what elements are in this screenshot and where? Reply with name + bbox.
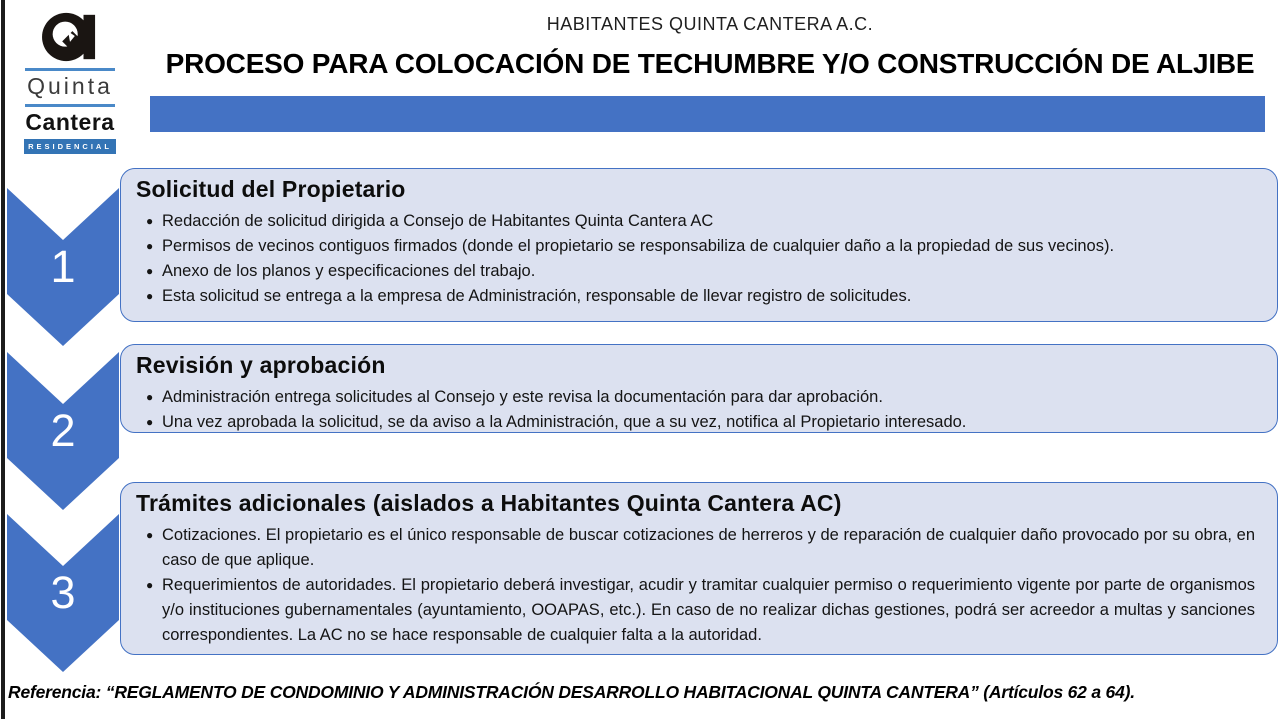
organization-name: HABITANTES QUINTA CANTERA A.C. xyxy=(546,14,874,34)
step-1-chevron xyxy=(7,188,119,346)
step-3-title: Trámites adicionales (aislados a Habitantes Quinta Cantera AC) xyxy=(136,490,842,516)
bullet-dot: ● xyxy=(146,264,154,278)
step-1-bullets xyxy=(136,209,1259,309)
step-bullet: ● Permisos de vecinos contiguos firmados (donde el propietario se responsabiliza de cualquier daño a la propiedad de sus vecinos). xyxy=(146,234,1255,259)
step-bullet: ● Esta solicitud se entrega a la empresa de Administración, responsable de llevar registro de solicitudes. xyxy=(146,284,1255,309)
step-3-bullets xyxy=(136,523,1259,648)
quinta-cantera-logo-icon xyxy=(41,10,99,64)
step-1-box xyxy=(120,168,1278,322)
logo-word-cantera: Cantera xyxy=(25,109,115,135)
title-accent-bar xyxy=(150,96,1265,132)
reference-note: Referencia: “REGLAMENTO DE CONDOMINIO Y ADMINISTRACIÓN DESARROLLO HABITACIONAL QUINTA CANTERA” (Artículos 62 a 64). xyxy=(8,682,1135,702)
step-2-chevron xyxy=(7,352,119,510)
page-left-border xyxy=(1,0,5,719)
bullet-dot: ● xyxy=(146,239,154,253)
step-bullet: ● Administración entrega solicitudes al Consejo y este revisa la documentación para dar aprobación. xyxy=(146,385,1255,410)
bullet-dot: ● xyxy=(146,214,154,228)
bullet-dot: ● xyxy=(146,289,154,303)
page-title: PROCESO PARA COLOCACIÓN DE TECHUMBRE Y/O CONSTRUCCIÓN DE ALJIBE xyxy=(165,48,1255,79)
step-3-chevron xyxy=(7,514,119,672)
bullet-dot: ● xyxy=(146,415,154,429)
logo-residencial-badge: RESIDENCIAL xyxy=(24,139,116,154)
step-3-number: 3 xyxy=(50,567,76,618)
logo-divider-bottom xyxy=(25,104,115,107)
logo-divider-top xyxy=(25,68,115,71)
step-2-title: Revisión y aprobación xyxy=(136,352,386,378)
logo xyxy=(23,10,117,154)
step-bullet: ● Una vez aprobada la solicitud, se da aviso a la Administración, que a su vez, notifica al Propietario interesado. xyxy=(146,410,1255,435)
step-3-box xyxy=(120,482,1278,655)
step-bullet: ● Cotizaciones. El propietario es el único responsable de buscar cotizaciones de herreros y de reparación de cualquier daño provocado por su obra, en caso de que aplique. xyxy=(146,523,1255,573)
step-1-title: Solicitud del Propietario xyxy=(136,176,406,202)
step-bullet: ● Requerimientos de autoridades. El propietario deberá investigar, acudir y tramitar cualquier permiso o requerimiento vigente por parte de organismos y/o instituciones gubernamentales (ayuntamiento, OOAPAS, etc.). En caso de no realizar dichas gestiones, podrá ser acreedor a multas y sanciones correspondientes. La AC no se hace responsable de cualquier falta a la autoridad. xyxy=(146,573,1255,648)
step-1-number: 1 xyxy=(50,241,76,292)
bullet-dot: ● xyxy=(146,578,154,592)
step-bullet: ● Anexo de los planos y especificaciones del trabajo. xyxy=(146,259,1255,284)
bullet-dot: ● xyxy=(146,390,154,404)
logo-word-quinta: Quinta xyxy=(27,73,113,99)
step-bullet: ● Redacción de solicitud dirigida a Consejo de Habitantes Quinta Cantera AC xyxy=(146,209,1255,234)
step-2-box xyxy=(120,344,1278,433)
step-2-number: 2 xyxy=(50,405,76,456)
step-2-bullets xyxy=(136,385,1259,435)
bullet-dot: ● xyxy=(146,528,154,542)
